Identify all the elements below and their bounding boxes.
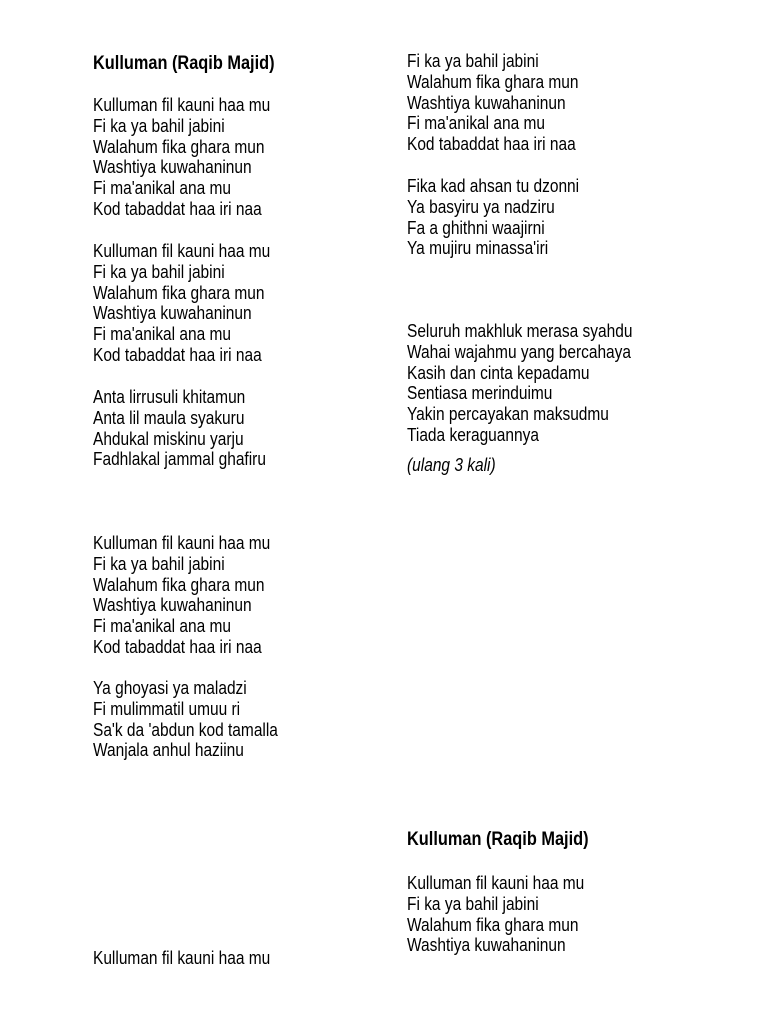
song-title: Kulluman (Raqib Majid) — [93, 53, 275, 74]
left-stanza-6 — [93, 948, 299, 969]
lyric-line: Fika kad ahsan tu dzonni — [407, 176, 580, 196]
lyric-line: Ahdukal miskinu yarju — [93, 428, 244, 449]
song-title-repeat: Kulluman (Raqib Majid) — [407, 829, 589, 850]
lyric-line: Walahum fika ghara mun — [93, 136, 265, 157]
lyric-line: Kod tabaddat haa iri naa — [407, 134, 576, 155]
left-stanza-3 — [93, 387, 294, 470]
lyric-line: Fi ka ya bahil jabini — [407, 893, 539, 914]
lyric-line: Sa'k da 'abdun kod tamalla — [93, 719, 278, 740]
right-stanza-4 — [407, 873, 613, 956]
left-stanza-2 — [93, 241, 299, 366]
lyric-line: Kulluman fil kauni haa mu — [93, 241, 271, 261]
lyric-line: Anta lirrusuli khitamun — [93, 387, 246, 407]
lyric-line: Washtiya kuwahaninun — [93, 595, 252, 616]
right-stanza-2 — [407, 176, 607, 259]
lyric-line: Sentiasa merinduimu — [407, 383, 553, 404]
left-stanza-5 — [93, 678, 308, 761]
lyric-line: Kod tabaddat haa iri naa — [93, 344, 262, 365]
lyric-line: Kulluman fil kauni haa mu — [93, 533, 271, 553]
lyric-line: Washtiya kuwahaninun — [93, 303, 252, 324]
lyric-line: Kulluman fil kauni haa mu — [407, 873, 585, 893]
lyric-line: Fi ma'anikal ana mu — [93, 178, 232, 199]
lyric-line: Fi mulimmatil umuu ri — [93, 698, 241, 719]
lyric-line: Ya mujiru minassa'iri — [407, 238, 549, 259]
lyric-line: Walahum fika ghara mun — [407, 914, 579, 935]
lyric-line: Wahai wajahmu yang bercahaya — [407, 341, 632, 362]
lyric-line: Kulluman fil kauni haa mu — [93, 95, 271, 115]
lyric-line: Fi ka ya bahil jabini — [93, 553, 225, 574]
lyric-line: Fi ma'anikal ana mu — [93, 324, 232, 345]
lyric-line: Tiada keraguannya — [407, 424, 539, 445]
left-stanza-4 — [93, 533, 299, 658]
lyric-line: Kasih dan cinta kepadamu — [407, 362, 590, 383]
lyric-line: Washtiya kuwahaninun — [407, 92, 566, 113]
lyric-line: Kulluman fil kauni haa mu — [93, 948, 271, 968]
lyric-line: Fi ka ya bahil jabini — [93, 261, 225, 282]
lyric-line: Fi ma'anikal ana mu — [93, 616, 232, 637]
lyric-line: Fi ka ya bahil jabini — [407, 51, 539, 71]
lyric-line: Fadhlakal jammal ghafiru — [93, 449, 266, 470]
lyric-line: Kod tabaddat haa iri naa — [93, 636, 262, 657]
lyric-line: Fi ma'anikal ana mu — [407, 113, 546, 134]
repeat-note: (ulang 3 kali) — [407, 455, 496, 475]
lyric-line: Wanjala anhul haziinu — [93, 740, 244, 761]
lyric-line: Anta lil maula syakuru — [93, 407, 245, 428]
lyric-line: Walahum fika ghara mun — [93, 282, 265, 303]
lyric-line: Kod tabaddat haa iri naa — [93, 198, 262, 219]
lyric-line: Ya basyiru ya nadziru — [407, 196, 555, 217]
lyric-line: Washtiya kuwahaninun — [407, 935, 566, 956]
right-stanza-1 — [407, 51, 606, 155]
left-stanza-1 — [93, 95, 299, 220]
lyric-line: Seluruh makhluk merasa syahdu — [407, 321, 633, 341]
lyric-line: Walahum fika ghara mun — [93, 574, 265, 595]
lyric-line: Fa a ghithni waajirni — [407, 217, 545, 238]
right-stanza-3 — [407, 321, 669, 446]
lyric-line: Yakin percayakan maksudmu — [407, 404, 609, 425]
lyric-line: Fi ka ya bahil jabini — [93, 115, 225, 136]
lyric-line: Washtiya kuwahaninun — [93, 157, 252, 178]
lyric-line: Ya ghoyasi ya maladzi — [93, 678, 247, 698]
lyric-line: Walahum fika ghara mun — [407, 71, 579, 92]
